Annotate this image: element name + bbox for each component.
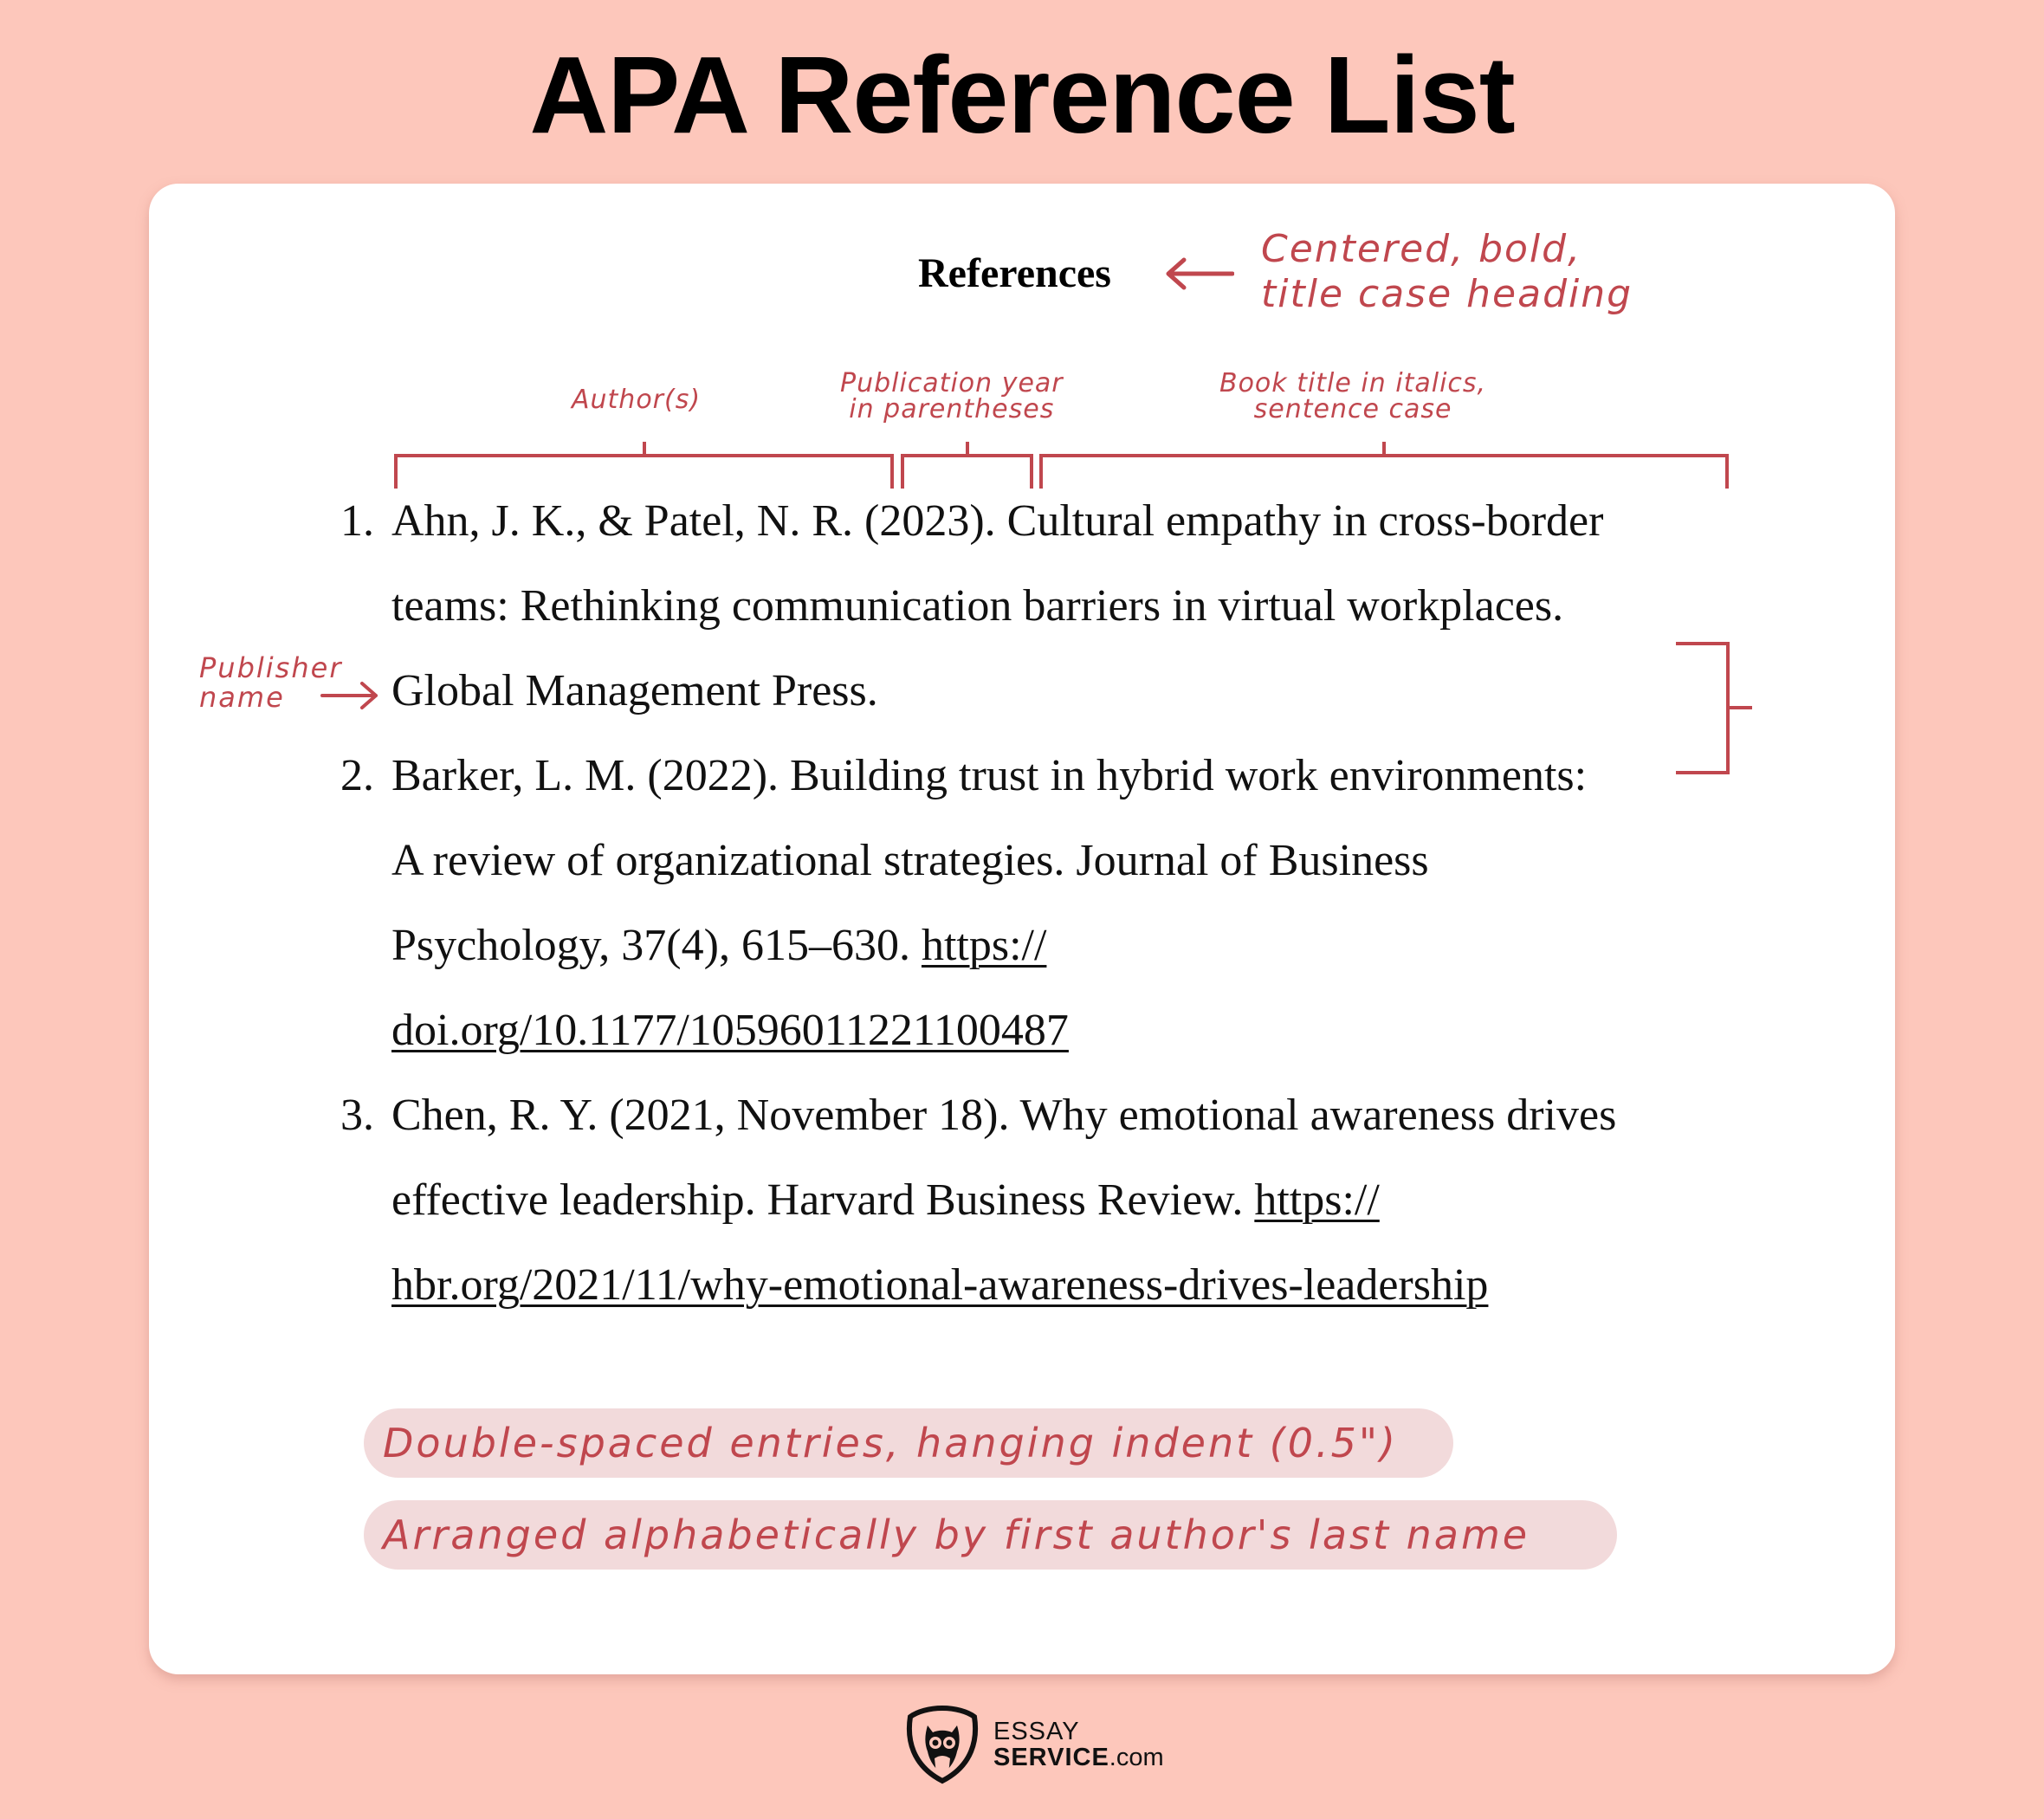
reference-number: 3. (340, 1091, 374, 1140)
arrow-right-icon (320, 680, 381, 711)
reference-line: Ahn, J. K., & Patel, N. R. (2023). Cultural empathy in cross-border (391, 496, 1604, 546)
reference-text: effective leadership. Harvard Business Review. (391, 1175, 1255, 1225)
reference-line: Chen, R. Y. (2021, November 18). Why emotional awareness drives (391, 1091, 1617, 1140)
doi-link[interactable]: https:// (921, 921, 1047, 970)
authors-annotation: Author(s) (572, 385, 702, 415)
heading-annotation (1261, 227, 1633, 317)
heading-annotation-line2: title case heading (1261, 272, 1633, 316)
year-annotation-line2: in parentheses (849, 394, 1055, 424)
authors-bracket (394, 454, 894, 489)
reference-text: Psychology, 37(4), 615–630. (391, 921, 922, 970)
journal-bracket (1676, 642, 1730, 774)
logo-brand: SERVICE (993, 1744, 1109, 1771)
essayservice-logo[interactable] (905, 1705, 1164, 1784)
tip-text: Arranged alphabetically by first author's last name (383, 1512, 1530, 1558)
year-annotation (840, 368, 1064, 424)
reference-line: Barker, L. M. (2022). Building trust in hybrid work environments: (391, 751, 1588, 800)
reference-number: 2. (340, 751, 374, 800)
doi-link[interactable]: doi.org/10.1177/10596011221100487 (391, 1006, 1069, 1055)
year-annotation-line1: Publication year (840, 368, 1064, 398)
logo-domain: .com (1109, 1744, 1164, 1771)
title-annotation-line2: sentence case (1253, 394, 1452, 424)
reference-line (391, 920, 1046, 972)
reference-number: 1. (340, 496, 374, 546)
publisher-annotation-line2: name (199, 681, 285, 714)
reference-line: teams: Rethinking communication barriers in virtual workplaces. (391, 581, 1564, 631)
year-bracket (901, 454, 1033, 489)
reference-line: A review of organizational strategies. Journal of Business (391, 836, 1429, 885)
reference-line (391, 1175, 1380, 1227)
hbr-link[interactable]: https:// (1254, 1175, 1380, 1225)
publisher-annotation-line1: Publisher (199, 651, 343, 684)
hbr-link[interactable]: hbr.org/2021/11/why-emotional-awareness-drives-leadership (391, 1260, 1489, 1310)
tip-text: Double-spaced entries, hanging indent (0.5") (383, 1420, 1398, 1466)
logo-line2 (993, 1745, 1164, 1770)
title-annotation (1219, 368, 1487, 424)
owl-shield-icon (905, 1705, 980, 1784)
title-bracket (1039, 454, 1729, 489)
page-title: APA Reference List (529, 34, 1515, 156)
tip-pill-spacing (364, 1408, 1453, 1478)
heading-annotation-line1: Centered, bold, (1261, 227, 1582, 271)
reference-line: Global Management Press. (391, 666, 878, 715)
references-heading: References (918, 250, 1111, 296)
logo-line1: ESSAY (993, 1718, 1080, 1745)
arrow-left-icon (1165, 256, 1234, 291)
tip-pill-order (364, 1500, 1617, 1570)
title-annotation-line1: Book title in italics, (1219, 368, 1487, 398)
